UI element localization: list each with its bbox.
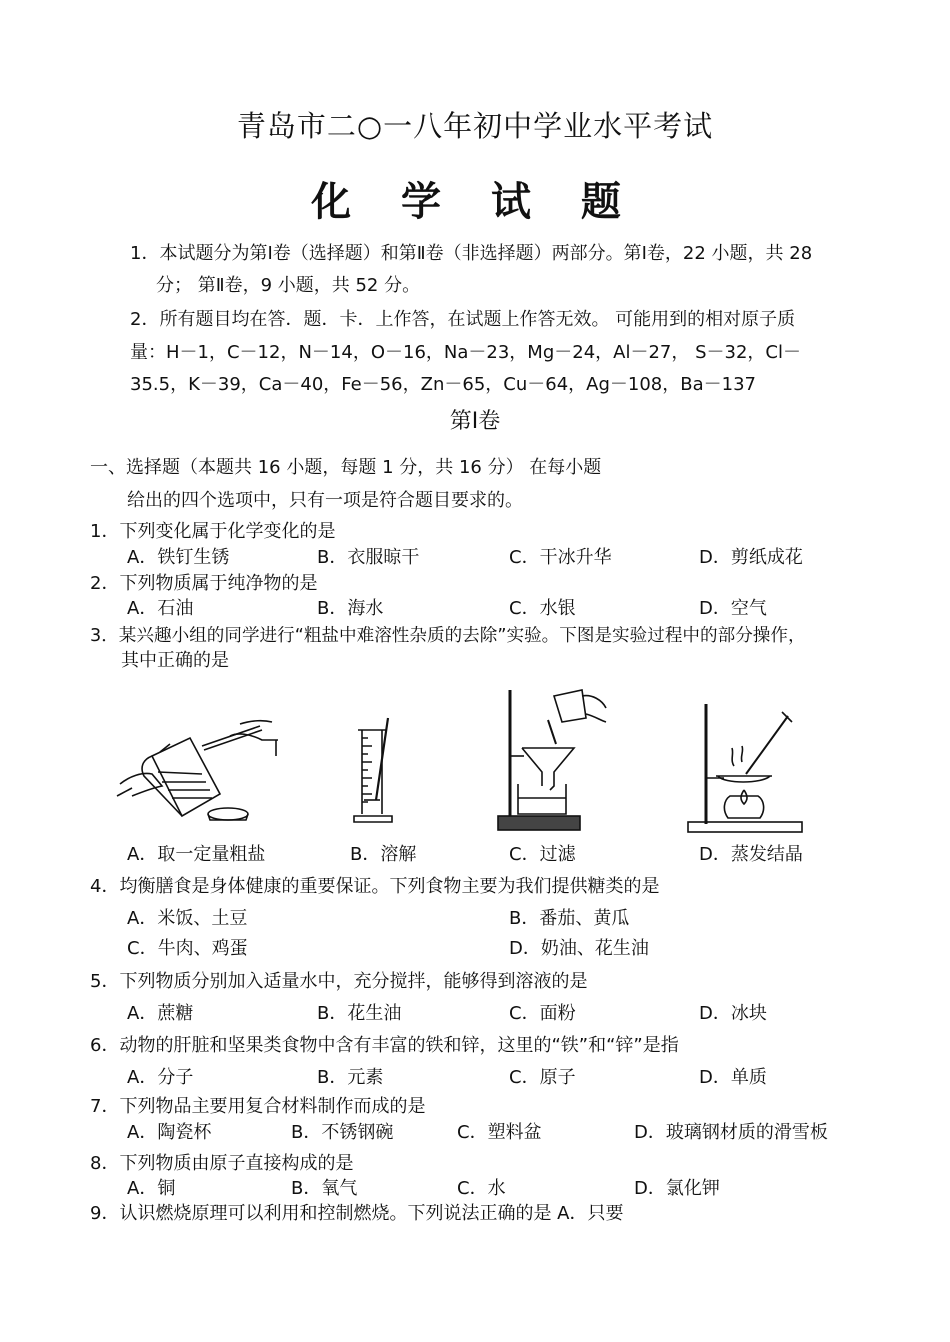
note-2-line-1: 2．所有题目均在答．题．卡．上作答，在试题上作答无效。 可能用到的相对原子质 — [130, 309, 796, 330]
q2-option-b[interactable]: B．海水 — [317, 598, 384, 619]
question-4-stem: 4．均衡膳食是身体健康的重要保证。下列食物主要为我们提供糖类的是 — [90, 876, 660, 897]
q5-option-b[interactable]: B．花生油 — [317, 1003, 402, 1024]
q1-option-b[interactable]: B．衣服晾干 — [317, 547, 420, 568]
part-intro-line-1: 一、选择题（本题共 16 小题，每题 1 分，共 16 分） 在每小题 — [90, 457, 602, 478]
q8-option-a[interactable]: A．铜 — [127, 1178, 176, 1199]
q5-option-a[interactable]: A．蔗糖 — [127, 1003, 194, 1024]
section-heading: 第Ⅰ卷 — [449, 409, 501, 434]
q1-option-d[interactable]: D．剪纸成花 — [699, 547, 803, 568]
q8-option-b[interactable]: B．氧气 — [291, 1178, 358, 1199]
q7-option-c[interactable]: C．塑料盆 — [457, 1122, 542, 1143]
q6-option-d[interactable]: D．单质 — [699, 1067, 767, 1088]
part-intro-line-2: 给出的四个选项中，只有一项是符合题目要求的。 — [127, 490, 523, 511]
figure-c-filtering — [494, 686, 610, 838]
q1-option-c[interactable]: C．干冰升华 — [509, 547, 612, 568]
exam-title: 青岛市二○一八年初中学业水平考试 — [236, 109, 714, 143]
question-6-stem: 6．动物的肝脏和坚果类食物中含有丰富的铁和锌，这里的“铁”和“锌”是指 — [90, 1035, 679, 1056]
q7-option-d[interactable]: D．玻璃钢材质的滑雪板 — [634, 1122, 828, 1143]
q3-option-d[interactable]: D．蒸发结晶 — [699, 844, 803, 865]
q4-option-d[interactable]: D．奶油、花生油 — [509, 938, 649, 959]
question-3-stem: 3．某兴趣小组的同学进行“粗盐中难溶性杂质的去除”实验。下图是实验过程中的部分操作， — [90, 626, 806, 646]
q3-option-c[interactable]: C．过滤 — [509, 844, 576, 865]
q2-option-a[interactable]: A．石油 — [127, 598, 194, 619]
subject-title: 化 学 试 题 — [311, 179, 639, 225]
q7-option-a[interactable]: A．陶瓷杯 — [127, 1122, 212, 1143]
q5-option-c[interactable]: C．面粉 — [509, 1003, 576, 1024]
q4-option-a[interactable]: A．米饭、土豆 — [127, 908, 248, 929]
question-9-stem: 9．认识燃烧原理可以利用和控制燃烧。下列说法正确的是 A．只要 — [90, 1203, 624, 1224]
question-8-stem: 8．下列物质由原子直接构成的是 — [90, 1153, 354, 1174]
question-7-stem: 7．下列物品主要用复合材料制作而成的是 — [90, 1096, 426, 1117]
q4-option-c[interactable]: C．牛肉、鸡蛋 — [127, 938, 248, 959]
q2-option-d[interactable]: D．空气 — [699, 598, 767, 619]
figure-d-evaporation — [684, 700, 808, 838]
q6-option-a[interactable]: A．分子 — [127, 1067, 194, 1088]
note-1-line-2: 分； 第Ⅱ卷，9 小题，共 52 分。 — [156, 275, 421, 296]
q1-option-a[interactable]: A．铁钉生锈 — [127, 547, 230, 568]
q7-option-b[interactable]: B．不锈钢碗 — [291, 1122, 394, 1143]
q4-option-b[interactable]: B．番茄、黄瓜 — [509, 908, 630, 929]
q2-option-c[interactable]: C．水银 — [509, 598, 576, 619]
figure-b-dissolving — [348, 716, 408, 828]
question-5-stem: 5．下列物质分别加入适量水中，充分搅拌，能够得到溶液的是 — [90, 971, 588, 992]
note-2-line-3: 35.5，K－39，Ca－40，Fe－56，Zn－65，Cu－64，Ag－108，Ba－137 — [130, 374, 756, 395]
question-3-stem-cont: 其中正确的是 — [121, 650, 229, 671]
q8-option-c[interactable]: C．水 — [457, 1178, 506, 1199]
q3-option-b[interactable]: B．溶解 — [350, 844, 417, 865]
figure-a-taking-salt — [112, 716, 282, 828]
q6-option-c[interactable]: C．原子 — [509, 1067, 576, 1088]
q5-option-d[interactable]: D．冰块 — [699, 1003, 767, 1024]
q3-option-a[interactable]: A．取一定量粗盐 — [127, 844, 266, 865]
note-2-line-2: 量：H－1，C－12，N－14，O－16，Na－23，Mg－24，Al－27， S－32，Cl－ — [130, 342, 801, 363]
question-1-stem: 1．下列变化属于化学变化的是 — [90, 521, 336, 542]
q8-option-d[interactable]: D．氯化钾 — [634, 1178, 720, 1199]
note-1-line-1: 1．本试题分为第Ⅰ卷（选择题）和第Ⅱ卷（非选择题）两部分。第Ⅰ卷，22 小题，共 28 — [130, 243, 813, 264]
question-2-stem: 2．下列物质属于纯净物的是 — [90, 573, 318, 594]
q6-option-b[interactable]: B．元素 — [317, 1067, 384, 1088]
